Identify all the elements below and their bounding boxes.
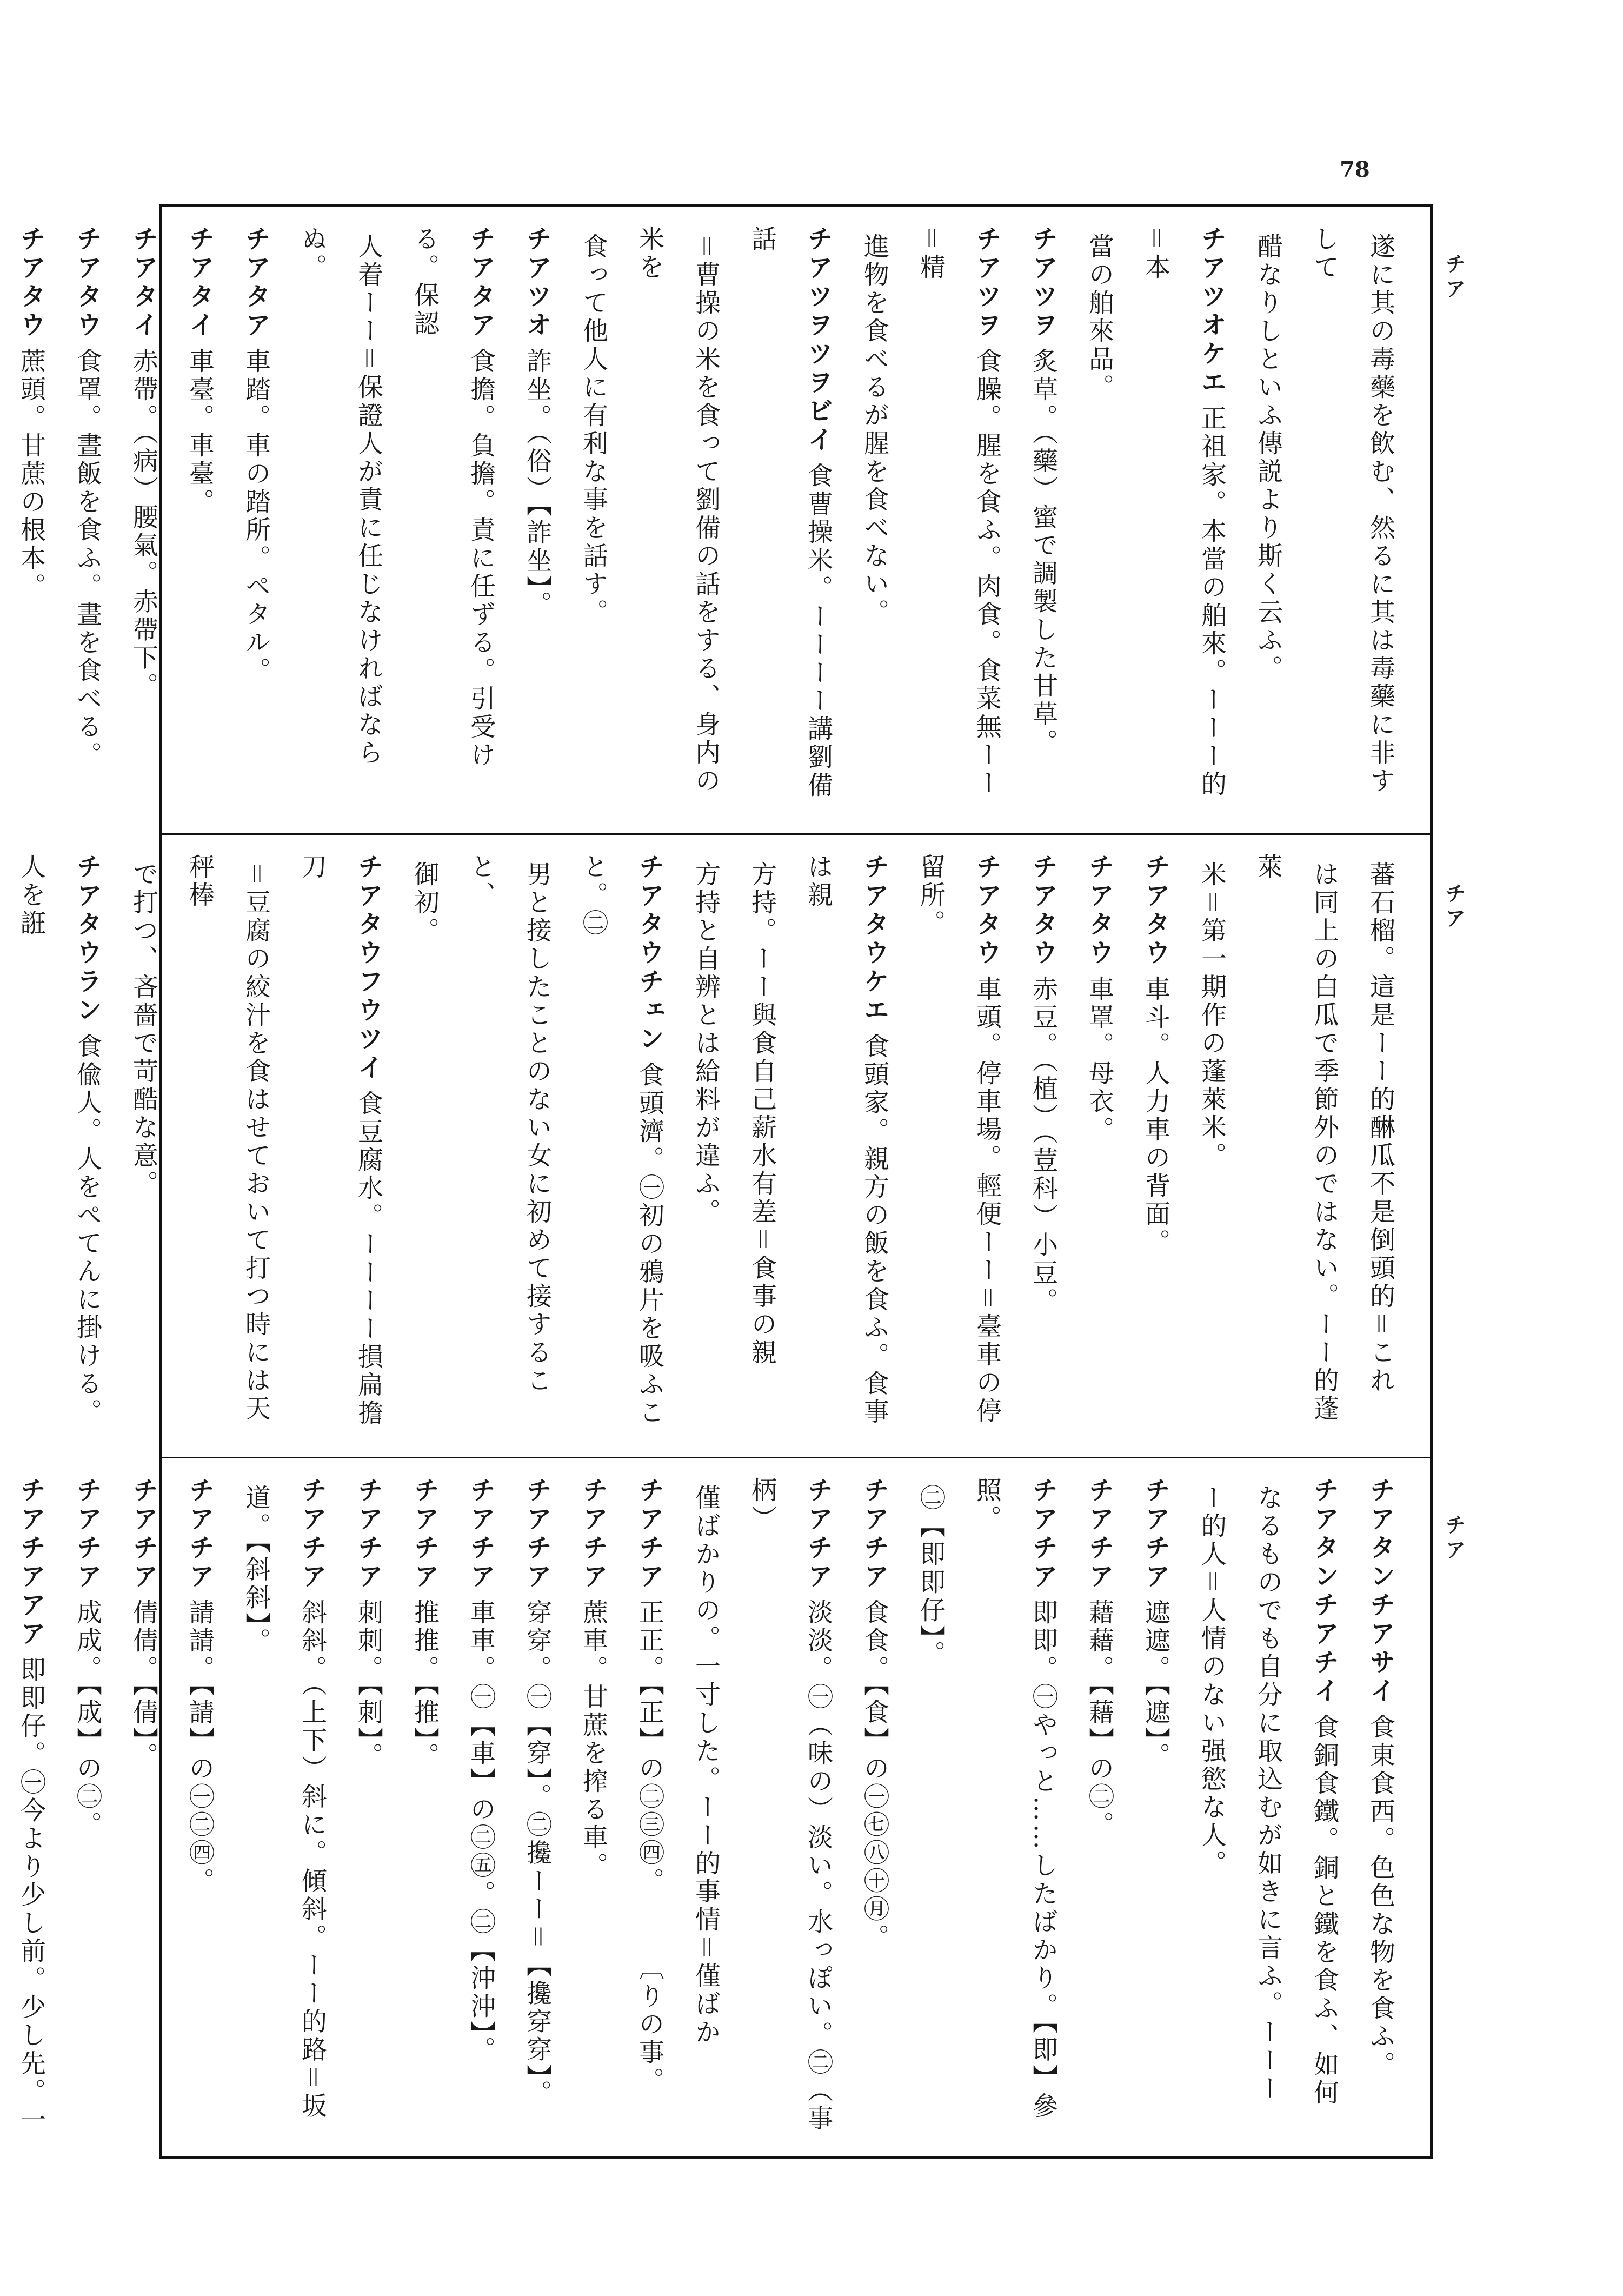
entry-definition: 方持。ーー與食自己薪水有差＝食事の親 xyxy=(747,861,777,1367)
entry-continuation-line xyxy=(734,853,790,1443)
entry-definition: 醋なりしといふ傳説より斯く云ふ。 xyxy=(1253,233,1283,683)
entry-headword: チアツヲツヲビイ xyxy=(803,225,833,455)
entry-headword: チアタンチアサイ xyxy=(1366,1477,1395,1706)
side-index-label-middle: チア xyxy=(1442,882,1466,932)
entry-definition: で打つ、吝嗇で苛酷な意。 xyxy=(129,861,158,1198)
entry-definition: 倩倩。【倩】。 xyxy=(129,1599,158,1770)
entry-definition: 食って他人に有利な事を話す。 xyxy=(578,233,608,627)
entry-headword: チアタウケエ xyxy=(860,853,889,1025)
dictionary-entry xyxy=(734,225,846,819)
entry-continuation-line xyxy=(621,225,734,819)
dictionary-entry xyxy=(0,225,3,819)
dictionary-entry xyxy=(396,1477,453,2142)
entry-definition: 男と接したことのない女に初めて接すること、 xyxy=(466,853,552,1395)
dictionary-entry xyxy=(3,225,59,819)
entry-continuation-line xyxy=(565,225,621,819)
entry-definition: 遂に其の毒藥を飲む、然るに其は毒藥に非すして xyxy=(1309,225,1395,795)
entry-continuation-line xyxy=(1071,225,1127,819)
entry-continuation-line xyxy=(284,225,396,819)
entry-headword: チアチア xyxy=(72,1477,102,1591)
dictionary-entry xyxy=(284,1477,340,2142)
dictionary-entry xyxy=(171,225,228,819)
dictionary-frame xyxy=(16,204,1433,2159)
entry-headword: チアタイ xyxy=(185,225,215,340)
entry-headword: チアチア xyxy=(578,1477,608,1591)
entry-definition: ＝曹操の米を食って劉備の話をする、身内の米を xyxy=(635,225,721,795)
dictionary-entry xyxy=(59,1477,115,2142)
entry-headword: チアタア xyxy=(466,225,496,340)
entry-headword: チアチア xyxy=(522,1477,552,1591)
dictionary-entry xyxy=(3,1477,59,2142)
dictionary-entry xyxy=(509,1477,565,2142)
dictionary-entry xyxy=(1015,853,1071,1443)
entry-definition: 詐坐。（俗）【詐坐】。 xyxy=(522,348,552,619)
entry-definition: 食曹操米。ーーーー講劉備話 xyxy=(747,225,833,800)
dictionary-entry xyxy=(959,1477,1071,2142)
entry-definition: 當の舶來品。 xyxy=(1085,233,1114,402)
entry-definition: なるものでも自分に取込むが如きに言ふ。ーーー xyxy=(1253,1484,1283,2103)
entry-headword: チアタウチェン xyxy=(635,853,664,1054)
tier-top xyxy=(16,207,1430,833)
entry-definition: ＝豆腐の絞汁を食はせておいて打つ時には天秤棒 xyxy=(185,853,271,1423)
dictionary-entry xyxy=(1127,225,1240,819)
entry-definition: 斜斜。（上下）斜に。傾斜。ーー的路＝坂 xyxy=(297,1599,327,2121)
entry-definition: 車踏。車の踏所。ペタル。 xyxy=(241,348,271,685)
entry-definition: 人着ーー＝保證人が責に任じなければならぬ。 xyxy=(297,225,383,767)
entry-definition: 推推。【推】。 xyxy=(410,1599,440,1770)
entry-continuation-line xyxy=(1296,225,1408,819)
entry-continuation-line xyxy=(228,1477,284,2142)
dictionary-entry xyxy=(453,1477,509,2142)
dictionary-entry xyxy=(1071,1477,1127,2142)
dictionary-entry xyxy=(396,225,509,819)
dictionary-entry xyxy=(115,225,171,819)
entry-continuation-line xyxy=(1240,853,1352,1443)
dictionary-entry xyxy=(621,1477,677,2142)
entry-definition: ー的人＝人情のない强慾な人。 xyxy=(1197,1484,1227,1878)
entry-continuation-line xyxy=(1352,853,1408,1443)
entry-headword: チアタウ xyxy=(72,225,102,340)
dictionary-entry xyxy=(565,853,677,1443)
entry-headword: チアチア xyxy=(803,1477,833,1591)
entry-definition: 食頭家。親方の飯を食ふ。食事は親 xyxy=(803,853,889,1426)
dictionary-entry xyxy=(846,1477,902,2142)
entry-continuation-line xyxy=(1240,225,1296,819)
entry-definition: 食頭濟。㊀初の鴉片を吸ふこと。㊁ xyxy=(578,853,664,1427)
entry-headword: チアタウフウツイ xyxy=(354,853,383,1083)
entry-continuation-line xyxy=(677,1477,734,2142)
dictionary-entry xyxy=(59,225,115,819)
page-number: 78 xyxy=(1340,157,1370,182)
dictionary-entry xyxy=(115,1477,171,2142)
entry-headword: チアタイ xyxy=(129,225,158,340)
entry-headword: チアチア xyxy=(410,1477,440,1591)
entry-definition: ㊁【即即仔】。 xyxy=(916,1484,946,1669)
entry-continuation-line xyxy=(1240,1477,1296,2142)
entry-headword: チアチアアア xyxy=(16,1477,46,1649)
entry-definition: 御初。 xyxy=(410,861,440,945)
dictionary-entry xyxy=(1015,225,1071,819)
dictionary-entry xyxy=(1352,1477,1408,2142)
entry-continuation-line xyxy=(171,853,284,1443)
dictionary-entry xyxy=(1127,1477,1183,2142)
entry-definition: 成成。【成】の㊁。 xyxy=(72,1599,102,1840)
tier-middle xyxy=(16,833,1430,1457)
entry-headword: チアツオ xyxy=(522,225,552,340)
dictionary-entry xyxy=(340,1477,396,2142)
entry-continuation-line xyxy=(846,225,902,819)
entry-definition: 食臊。腥を食ふ。肉食。食菜無ーー＝精 xyxy=(916,225,1002,798)
entry-headword: チアチア xyxy=(1141,1477,1170,1591)
entry-definition: 正祖家。本當の舶來。ーーー的＝本 xyxy=(1141,225,1227,799)
entry-definition: 蔗車。甘蔗を搾る車。 xyxy=(578,1599,608,1880)
dictionary-entry xyxy=(734,1477,846,2142)
entry-definition: 米＝第一期作の蓬萊米。 xyxy=(1197,861,1227,1170)
entry-definition: 即即。㊀やっと……したばかり。【即】參照。 xyxy=(972,1477,1058,2121)
entry-definition: 車車。㊀【車】の㊁㊄。㊁【沖沖】。 xyxy=(466,1599,496,2065)
entry-definition: は同上の白瓜で季節外のではない。ーー的蓬萊 xyxy=(1253,853,1339,1423)
entry-headword: チアツヲ xyxy=(1028,225,1058,340)
entry-definition: 炙草。（藥）蜜で調製した甘草。 xyxy=(1028,348,1058,757)
tier-bottom xyxy=(16,1457,1430,2156)
entry-headword: チアチア xyxy=(1085,1477,1114,1591)
dictionary-entry xyxy=(790,853,902,1443)
entry-definition: 車頭。停車場。輕便ーー＝臺車の停留所。 xyxy=(916,853,1002,1425)
entry-headword: チアツヲ xyxy=(972,225,1002,340)
dictionary-entry xyxy=(902,225,1015,819)
entry-headword: チアタウ xyxy=(16,225,46,340)
entry-headword: チアチア xyxy=(1028,1477,1058,1591)
entry-definition: 藉藉。【藉】の㊁。 xyxy=(1085,1599,1114,1840)
entry-definition: 穿穿。㊀【穿】。㊁攙ーー＝【攙穿穿】。 xyxy=(522,1599,552,2108)
dictionary-entry xyxy=(565,1477,621,2142)
entry-headword: チアチア xyxy=(354,1477,383,1591)
entry-headword: チアチア xyxy=(860,1477,889,1591)
entry-continuation-line xyxy=(0,853,3,1443)
entry-definition: 赤帶。（病）腰氣。赤帶下。 xyxy=(129,348,158,701)
entry-headword: チアタウラン xyxy=(72,853,102,1025)
entry-definition: 方持と自辨とは給料が違ふ。 xyxy=(691,861,721,1226)
entry-continuation-line xyxy=(1183,853,1240,1443)
entry-definition: 食豆腐水。ーーーー損扁擔刀 xyxy=(297,853,383,1428)
entry-headword: チアタア xyxy=(241,225,271,340)
entry-headword: チアツオケエ xyxy=(1197,225,1227,397)
dictionary-entry xyxy=(3,853,115,1443)
dictionary-entry xyxy=(284,853,396,1443)
side-index-label-bottom: チア xyxy=(1442,1514,1466,1564)
entry-definition: 赤豆。（植）（荳科）小豆。 xyxy=(1028,976,1058,1316)
entry-definition: 車臺。車臺。 xyxy=(185,348,215,516)
entry-definition: 請請。【請】の㊀㊁㊃。 xyxy=(185,1599,215,1896)
entry-definition: 蕃石榴。這是ーー的醂瓜不是倒頭的＝これ xyxy=(1366,861,1395,1395)
entry-definition: 食東食西。色色な物を食ふ。 xyxy=(1366,1714,1395,2079)
entry-headword: チアチア xyxy=(466,1477,496,1591)
dictionary-entry xyxy=(228,225,284,819)
entry-definition: 進物を食べるが腥を食べない。 xyxy=(860,233,889,627)
entry-headword: チアチア xyxy=(297,1477,327,1591)
entry-headword: チアタウ xyxy=(1028,853,1058,968)
dictionary-entry xyxy=(1296,1477,1352,2142)
entry-definition: 食擔。負擔。責に任ずる。引受ける。保認 xyxy=(410,225,496,769)
entry-continuation-line xyxy=(396,853,453,1443)
entry-definition: 食食。【食】の㊀㊆㊇㊉㊊。 xyxy=(860,1599,889,1952)
entry-continuation-line xyxy=(902,1477,959,2142)
entry-column-group xyxy=(16,225,1408,819)
entry-headword: チアチア xyxy=(185,1477,215,1591)
entry-definition: 車斗。人力車の背面。 xyxy=(1141,976,1170,1257)
entry-definition: 遮遮。【遮】。 xyxy=(1141,1599,1170,1770)
entry-continuation-line xyxy=(1183,1477,1240,2142)
dictionary-entry xyxy=(509,225,565,819)
entry-definition: 僅ばかりの。一寸した。ーー的事情＝僅ばか xyxy=(691,1484,721,2047)
entry-column-group xyxy=(16,1477,1408,2142)
entry-definition: 即即仔。㊀今より少し前。少し先。一 xyxy=(16,1656,46,2134)
entry-definition: 刺刺。【刺】。 xyxy=(354,1599,383,1770)
entry-definition: 車罩。母衣。 xyxy=(1085,976,1114,1144)
dictionary-entry xyxy=(171,1477,228,2142)
dictionary-entry xyxy=(1071,853,1127,1443)
dictionary-entry xyxy=(1127,853,1183,1443)
entry-headword: チアタンチアチイ xyxy=(1309,1477,1339,1706)
entry-definition: 淡淡。㊀（味の）淡い。水っぽい。㊁（事柄） xyxy=(747,1477,833,2133)
entry-definition: 食罩。晝飯を食ふ。晝を食べる。 xyxy=(72,348,102,769)
entry-continuation-line xyxy=(115,853,171,1443)
entry-definition: 食偸人。人をぺてんに掛ける。人を誑 xyxy=(16,853,102,1426)
entry-headword: チアタウ xyxy=(1085,853,1114,968)
entry-continuation-line xyxy=(677,853,734,1443)
entry-column-group xyxy=(16,853,1408,1443)
entry-definition: 蔗頭。甘蔗の根本。 xyxy=(16,348,46,601)
entry-headword: チアチア xyxy=(635,1477,664,1591)
entry-headword: チアタウ xyxy=(1141,853,1170,968)
entry-headword: チアチア xyxy=(129,1477,158,1591)
entry-definition: 食銅食鐵。銅と鐵を食ふ、如何 xyxy=(1309,1714,1339,2107)
side-index-label-top: チア xyxy=(1442,253,1466,303)
dictionary-entry xyxy=(902,853,1015,1443)
entry-continuation-line xyxy=(453,853,565,1443)
entry-definition: 道。【斜斜】。 xyxy=(241,1484,271,1656)
entry-definition: 正正。【正】の㊁㊂㊃。 〔りの事。 xyxy=(635,1599,664,2095)
entry-headword: チアタウ xyxy=(972,853,1002,968)
